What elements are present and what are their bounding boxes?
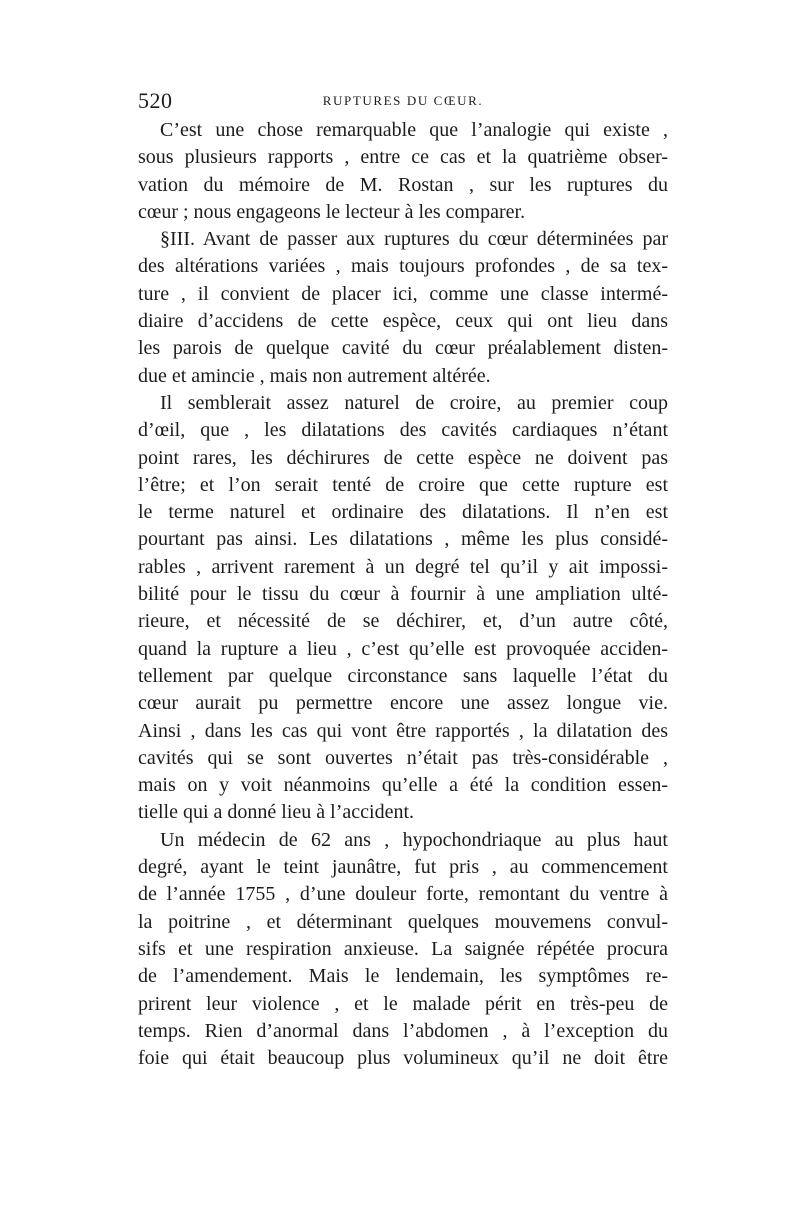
running-head: RUPTURES DU CŒUR. xyxy=(322,93,484,108)
text-line: diaire d’accidens de cette espèce, ceux qui ont lieu dans xyxy=(138,310,668,333)
text-line: temps. Rien d’anormal dans l’abdomen , à l’exception du xyxy=(138,1019,668,1042)
text-line: des altérations variées , mais toujours profondes , de sa tex- xyxy=(138,255,668,278)
page-header xyxy=(138,88,668,116)
text-line: bilité pour le tissu du cœur à fournir à une ampliation ulté- xyxy=(138,583,668,606)
text-line: les parois de quelque cavité du cœur préalablement disten- xyxy=(138,337,668,360)
text-line: cavités qui se sont ouvertes n’était pas très-considérable , xyxy=(138,746,668,769)
text-line: Un médecin de 62 ans , hypochondriaque au plus haut xyxy=(160,828,668,851)
text-line: tielle qui a donné lieu à l’accident. xyxy=(138,801,414,824)
text-line: le terme naturel et ordinaire des dilatations. Il n’en est xyxy=(138,501,668,524)
text-line: sifs et une respiration anxieuse. La saignée répétée procura xyxy=(138,937,668,960)
text-line: de l’amendement. Mais le lendemain, les symptômes re- xyxy=(138,965,668,988)
text-line: cœur aurait pu permettre encore une assez longue vie. xyxy=(138,692,668,715)
text-line: sous plusieurs rapports , entre ce cas et la quatrième obser- xyxy=(138,146,668,169)
text-line: foie qui était beaucoup plus volumineux qu’il ne doit être xyxy=(138,1047,668,1070)
text-line: cœur ; nous engageons le lecteur à les comparer. xyxy=(138,200,526,223)
text-line: de l’année 1755 , d’une douleur forte, remontant du ventre à xyxy=(138,883,668,906)
text-line: C’est une chose remarquable que l’analogie qui existe , xyxy=(160,119,668,141)
text-line: degré, ayant le teint jaunâtre, fut pris , au commencement xyxy=(138,856,668,879)
text-line: la poitrine , et déterminant quelques mouvemens convul- xyxy=(138,910,668,933)
text-line: §III. Avant de passer aux ruptures du cœur déterminées par xyxy=(160,228,668,251)
text-line: prirent leur violence , et le malade périt en très-peu de xyxy=(138,992,668,1015)
text-line: due et amincie , mais non autrement altérée. xyxy=(138,364,491,387)
page-number: 520 xyxy=(138,88,173,113)
text-line: d’œil, que , les dilatations des cavités cardiaques n’étant xyxy=(138,419,668,442)
body-text xyxy=(138,117,668,1072)
text-line: mais on y voit néanmoins qu’elle a été la condition essen- xyxy=(138,774,668,797)
text-line: pourtant pas ainsi. Les dilatations , même les plus considé- xyxy=(138,528,668,551)
text-line: rables , arrivent rarement à un degré tel qu’il y ait impossi- xyxy=(138,555,668,578)
text-line: Il semblerait assez naturel de croire, au premier coup xyxy=(160,391,668,414)
text-line: Ainsi , dans les cas qui vont être rapportés , la dilatation des xyxy=(138,719,668,742)
text-line: l’être; et l’on serait tenté de croire que cette rupture est xyxy=(138,473,668,496)
text-line: quand la rupture a lieu , c’est qu’elle est provoquée acciden- xyxy=(138,637,668,660)
text-line: vation du mémoire de M. Rostan , sur les ruptures du xyxy=(138,173,668,196)
text-line: ture , il convient de placer ici, comme une classe intermé- xyxy=(138,282,668,305)
text-line: rieure, et nécessité de se déchirer, et, d’un autre côté, xyxy=(138,610,668,633)
text-line: tellement par quelque circonstance sans laquelle l’état du xyxy=(138,664,668,687)
text-line: point rares, les déchirures de cette espèce ne doivent pas xyxy=(138,446,668,469)
